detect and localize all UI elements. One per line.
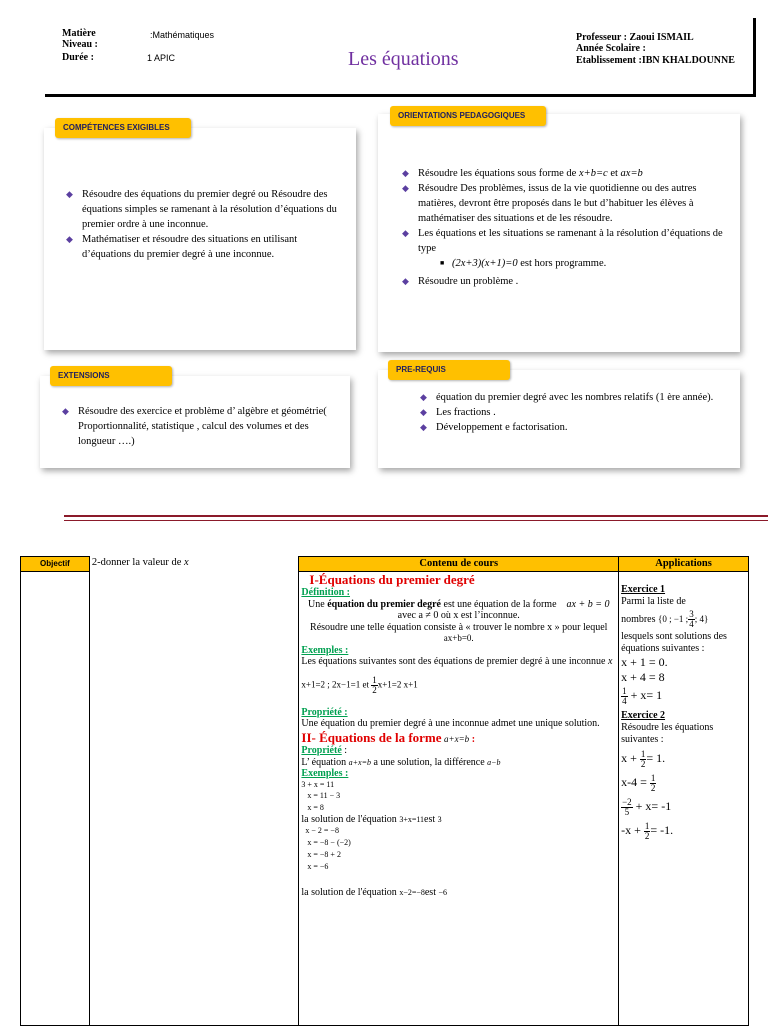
prerequis-tag: PRE-REQUIS <box>388 360 510 380</box>
diamond-bullet-icon: ◆ <box>402 183 409 193</box>
duree-label: Durée : <box>62 52 94 63</box>
competences-list <box>66 187 346 262</box>
section1-title: I-Équations du premier degré <box>309 572 475 587</box>
diamond-bullet-icon: ◆ <box>66 234 73 244</box>
etablissement-value: IBN KHALDOUNNE <box>641 55 735 66</box>
ex1-text1: Parmi la liste de <box>621 596 686 607</box>
ex1-eq1: x + 1 = 0. <box>621 655 668 669</box>
annee-label: Année Scolaire : <box>576 43 646 54</box>
list-item: ◆ Résoudre Des problèmes, issus de la vie quotidienne ou des autres matières, devront être proposés dans le but d’habituer les élèves à mathématiser des situations et de les résoudre. <box>402 183 697 224</box>
definition-eq2: ax+b=0. <box>443 633 474 643</box>
ex1-text2: lesquels sont solutions des équations suivantes : <box>621 631 727 654</box>
propriete1-text: Une équation du premier degré à une inconnue admet une unique solution. <box>301 718 600 729</box>
page-title: Les équations <box>348 48 459 70</box>
list-item: ◆ Mathématiser et résoudre des situations en utilisant d’équations du premier degré à une inconnue. <box>66 234 298 260</box>
square-bullet-icon: ■ <box>440 259 445 267</box>
definition-text: Une équation du premier degré est une équation de la forme ax + b = 0 avec a ≠ 0 où x est l’inconnue. <box>308 598 610 621</box>
objectif-cell: 2-donner la valeur de x <box>89 557 299 1026</box>
diamond-bullet-icon: ◆ <box>420 407 427 417</box>
contenu-header: Contenu de cours <box>299 557 619 572</box>
ex1-eq3: $\frac{1}{4}$ + x= 1 <box>622 685 663 706</box>
definition-text-2: Résoudre une telle équation consiste à « trouver le nombre x » pour lequel <box>310 621 608 633</box>
exemples1-label: Exemples : <box>301 644 349 656</box>
sol2-text: la solution de l'équation x−2=−8est −6 <box>301 887 447 898</box>
professeur-value: Zaoui ISMAIL <box>629 32 694 43</box>
list-item: ◆ Les équations et les situations se ramenant à la résolution d’équations de type <box>402 228 723 254</box>
prerequis-list <box>420 390 738 435</box>
exemples1-text: Les équations suivantes sont des équations de premier degré à une inconnue x <box>301 656 613 667</box>
etablissement-label: Etablissement : <box>576 55 642 66</box>
section-divider-thin <box>64 520 768 521</box>
competences-tag: COMPÉTENCES EXIGIBLES <box>55 118 191 138</box>
section2-title: II- Équations de la forme a+x=b : <box>301 729 476 745</box>
ex1-set: nombres {0 ; −1 ; $\frac{3}{4}$ ; 4} <box>621 609 709 629</box>
ex2-eq2: x-4 = $\frac{1}{2}$ <box>621 772 656 793</box>
ex1-eq2: x + 4 = 8 <box>621 670 665 684</box>
ex2-eq3: $\frac{-2}{5}$ + x= -1 <box>622 796 672 817</box>
calc2-line: x = −8 − (−2) <box>307 838 351 847</box>
niveau-value: 1 APIC <box>147 53 176 63</box>
objectif-header: Objectif <box>21 557 90 572</box>
exemples2-label: Exemples : <box>301 768 349 779</box>
ex2-eq1: x + $\frac{1}{2}$ = 1. <box>621 748 666 769</box>
exemples1-eqs: x+1=2 ; 2x−1=1 et $\frac{1}{2}$ x+1=2 x+1 <box>301 674 418 695</box>
contenu-cell <box>299 572 619 1026</box>
exercice1-title: Exercice 1 <box>621 584 666 595</box>
propriete2-label: Propriété : <box>301 745 348 756</box>
orientations-list <box>402 166 737 289</box>
lesson-table <box>20 556 749 1026</box>
calc2-line: x = −8 + 2 <box>307 850 341 859</box>
applications-header: Applications <box>619 557 749 572</box>
extensions-list <box>62 404 344 449</box>
calc1-line: 3 + x = 11 <box>301 779 335 789</box>
definition-label: Définition : <box>301 587 351 598</box>
list-item: ◆ Résoudre des exercice et problème d’ algèbre et géométrie( Proportionnalité, statistique , calcul des volumes et des longueur ….) <box>62 406 327 447</box>
calc1-line: x = 11 − 3 <box>307 790 341 800</box>
diamond-bullet-icon: ◆ <box>402 228 409 238</box>
applications-cell <box>619 572 749 1026</box>
diamond-bullet-icon: ◆ <box>62 406 69 416</box>
extensions-tag: EXTENSIONS <box>50 366 172 386</box>
diamond-bullet-icon: ◆ <box>402 168 409 178</box>
list-item: ◆ Développement e factorisation. <box>420 422 568 433</box>
ex2-eq4: -x + $\frac{1}{2}$ = -1. <box>621 820 674 841</box>
professeur-label: Professeur : <box>576 32 628 43</box>
sol1-text: la solution de l'équation 3+x=11est 3 <box>301 813 442 825</box>
list-item: ◆ équation du premier degré avec les nombres relatifs (1 ère année). <box>420 392 714 403</box>
section-divider <box>64 515 768 517</box>
diamond-bullet-icon: ◆ <box>66 189 73 199</box>
propriete1-label: Propriété : <box>301 706 348 718</box>
exercice2-title: Exercice 2 <box>621 709 666 721</box>
list-item: ◆ Résoudre les équations sous forme de x+b=c et ax=b <box>402 168 643 179</box>
niveau-label: Niveau : <box>62 39 98 50</box>
matiere-label: Matière <box>62 28 96 39</box>
orientations-tag: ORIENTATIONS PEDAGOGIQUES <box>390 106 546 126</box>
diamond-bullet-icon: ◆ <box>402 276 409 286</box>
objectif-body-cell <box>21 572 90 1026</box>
calc2-line: x = −6 <box>307 862 329 871</box>
list-item: ◆ Résoudre des équations du premier degré ou Résoudre des équations simples se ramenant à la résolution d’équations du premier ordre à une inconnue. <box>66 189 337 230</box>
list-item: ■ (2x+3)(x+1)=0 est hors programme. <box>440 258 607 269</box>
propriete2-text: L’ équation a+x=b a une solution, la différence a−b <box>301 756 501 768</box>
calc1-line: x = 8 <box>307 802 324 812</box>
diamond-bullet-icon: ◆ <box>420 422 427 432</box>
ex2-text: Résoudre les équations suivantes : <box>621 721 714 745</box>
diamond-bullet-icon: ◆ <box>420 392 427 402</box>
calc2-line: x − 2 = −8 <box>305 826 339 835</box>
list-item: ◆ Les fractions . <box>420 407 496 418</box>
matiere-value: :Mathématiques <box>150 30 215 40</box>
list-item: ◆ Résoudre un problème . <box>402 276 519 287</box>
